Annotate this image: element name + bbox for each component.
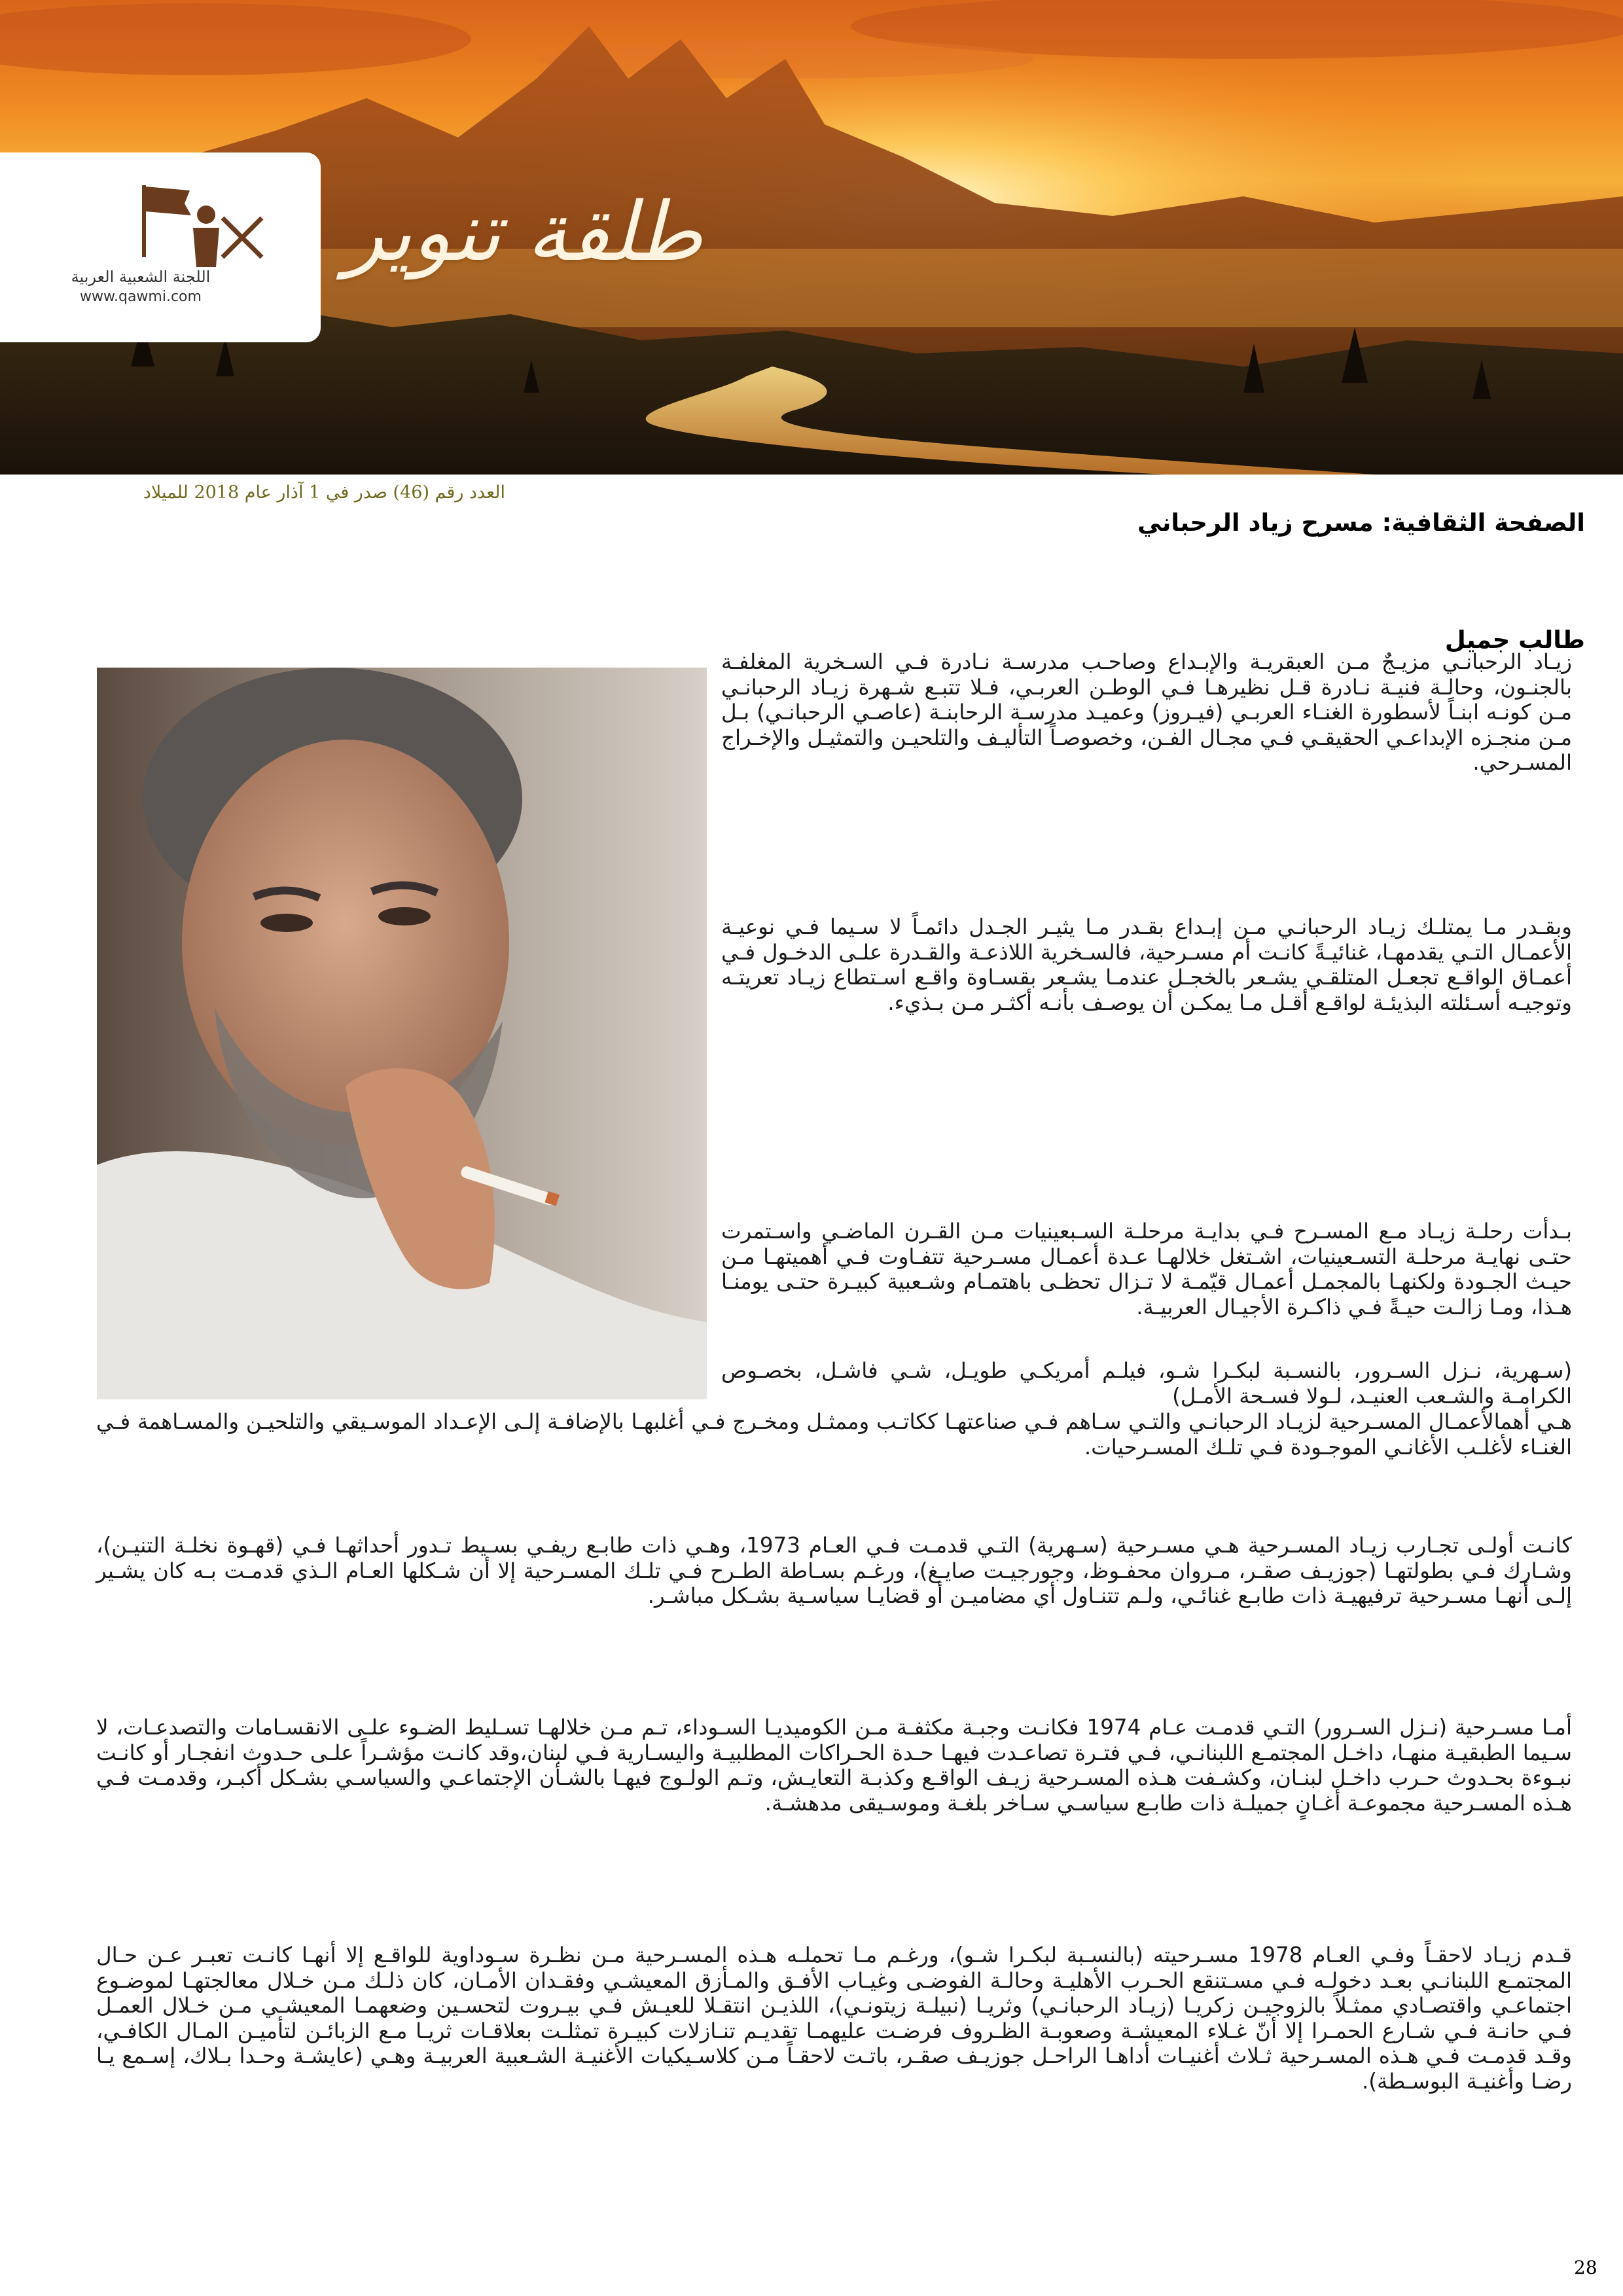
- flag-bearer-icon: [131, 179, 275, 270]
- article-paragraph: قـدم زيـاد لاحقـاً وفـي العـام 1978 مسـرحيته (بالنسـبة لبكـرا شـو)، ورغـم مـا تحملـه هـذه المسـرحية مـن نظـرة سـوداوية للواقـع إلا أنهـا كانـت تعبـر عـن حـال المجتمـع اللبنانـي بعـد دخولـه فـي مسـتنقع الحـرب الأهليـة وحالـة الفوضـى وغيـاب الأفـق والمـأزق المعيشـي وفقـدان الأمـان، كان ذلـك مـن خـلال معالجتهـا لموضـوع اجتماعـي واقتصـادي ممثـلاً بالزوجيـن زكريـا (زيـاد الرحبانـي) وثريـا (نبيلـة زيتونـي)، اللذيـن انتقـلا للعيـش فـي بيـروت لتحسـين وضعهمـا المعيشـي مـن خـلال العمـل فـي حانـة فـي شـارع الحمـرا إلا أنّ غـلاء المعيشـة وصعوبـة الظـروف فرضـت عليهمـا تقديـم تنـازلات كبيـرة تمثلـت بعلاقـات ثريـا مـع الزبائـن لتأميـن المـال الكافـي، وقـد قدمـت فـي هـذه المسـرحية ثـلاث أغنيـات أداهـا الراحـل جوزيـف صقـر، باتـت لاحقـاً مـن كلاسـيكيات الأغنيـة الشـعبية العربيـة وهـي (عايشـة وحـدا بـلاك، إسـمع يـا رضـا وأغنيـة البوسـطة).: [96, 1943, 1572, 2094]
- article-paragraph: هـي أهمالأعمـال المسـرحية لزيـاد الرحبانـي والتـي سـاهم فـي صناعتهـا ككاتـب وممثـل ومخـرج فـي أغلبهـا بالإضافـة إلـى الإعـداد الموسـيقي والتلحيـن والمسـاهمة فـي الغنـاء لأغلـب الأغانـي الموجـودة فـي تلـك المسـرحيات.: [96, 1409, 1572, 1460]
- page-number: 28: [1574, 2257, 1597, 2278]
- logo-url: www.qawmi.com: [80, 289, 202, 305]
- article-paragraph: بـدأت رحلـة زيـاد مـع المسـرح فـي بدايـة مرحلـة السـبعينيات مـن القـرن الماضـي واسـتمرت حتـى نهايـة مرحلـة التسـعينيات، اشـتغل خلالهـا عـدة أعمـال مسـرحية تتفـاوت فـي أهميتهـا مـن حيـث الجـودة ولكنهـا بالمجمـل أعمـال قيّمـة لا تـزال تحظـى باهتمـام وشـعبية كبيـرة حتـى يومنـا هـذا، ومـا زالـت حيـةً فـي ذاكـرة الأجيـال العربيـة.: [721, 1219, 1572, 1319]
- article-paragraph: وبقـدر مـا يمتلـك زيـاد الرحبانـي مـن إبـداع بقـدر مـا يثيـر الجـدل دائمـاً لا سـيما فـي نوعيـة الأعمـال التـي يقدمهـا، غنائيـةً كانـت أم مسـرحية، فالسـخرية اللاذعـة والقـدرة علـى الدخـول فـي أعمـاق الواقـع تجعـل المتلقـي يشـعر بالخجـل عندمـا يشـعر بقسـاوة واقـع اسـتطاع زيـاد تعريتـه وتوجيـه أسـئلته البذيئـة لواقـع أقـل مـا يمكـن أن يوصـف بأنـه أكثـر مـن بـذيء.: [721, 914, 1572, 1015]
- publication-title: طلقة تنوير: [344, 185, 703, 279]
- article-paragraph: كانـت أولـى تجـارب زيـاد المسـرحية هـي مسـرحية (سـهرية) التـي قدمـت فـي العـام 1973، وهـي ذات طابـع ريفـي بسـيط تـدور أحداثهـا فـي (قهـوة نخلـة التنيـن)، وشـارك فـي بطولتهـا (جوزيـف صقـر، مـروان محفـوظ، وجورجيـت صايـغ)، ورغـم بسـاطة الطـرح فـي تلـك المسـرحية إلا أن شـكلها العـام الـذي قدمـت بـه كان يشـير إلـى أنهـا مسـرحية ترفيهيـة ذات طابـع غنائـي، ولـم تتنـاول أي مضاميـن أو قضايـا سياسـية بشـكل مباشـر.: [96, 1533, 1572, 1608]
- portrait-photo: [97, 668, 707, 1399]
- article-paragraph: زيـاد الرحبانـي مزيـجٌ مـن العبقريـة والإبـداع وصاحـب مدرسـة نـادرة فـي السـخرية المغلفـة بالجنـون، وحالـة فنيـة نـادرة قـل نظيرهـا فـي الوطـن العربـي، فـلا تتبـع شـهرة زيـاد الرحبانـي مـن كونـه ابنـاً لأسطورة الغنـاء العربـي (فيـروز) وعميـد مدرسـة الرحابنـة (عاصـي الرحبانـي) بـل مـن منجـزه الإبداعـي الحقيقـي فـي مجـال الفـن، وخصوصـاً التأليـف والتلحيـن والتمثيـل والإخـراج المسـرحي.: [721, 649, 1572, 775]
- article-paragraph: أمـا مسـرحية (نـزل السـرور) التـي قدمـت عـام 1974 فكانـت وجبـة مكثفـة مـن الكوميديـا السـوداء، تـم مـن خلالهـا تسـليط الضـوء علـى الانقسـامات والتصدعـات، لا سـيما الطبقيـة منهـا، داخـل المجتمـع اللبنانـي، فـي فتـرة تصاعـدت فيهـا حـدة الحـراكات المطلبيـة واليسـارية فـي لبنان،وقد كانـت مؤشـراً علـى حـدوث انفجـار أو كانـت نبـوءة بحـدوث حـرب داخـل لبنـان، وكشـفت هـذه المسـرحية زيـف الواقـع وكذبـة التعايـش، وتـم الولـوج فيهـا بالشـأن الإجتماعـي والسياسـي بشـكل أكبـر، وقدمـت فـي هـذه المسـرحية مجموعـة أغـانٍ جميلـة ذات طابـع سياسـي سـاخر بلغـة وموسـيقى مدهشـة.: [96, 1715, 1572, 1816]
- page-title: الصفحة الثقافية: مسرح زياد الرحباني: [1137, 509, 1585, 537]
- organization-logo: [0, 152, 321, 342]
- article-paragraph: (سـهرية، نـزل السـرور، بالنسـبة لبكـرا شـو، فيلـم أمريكـي طويـل، شـي فاشـل، بخصـوص الكرامـة والشـعب العنيـد، لـولا فسـحة الأمـل): [721, 1358, 1572, 1408]
- issue-line: العدد رقم (46) صدر في 1 آذار عام 2018 للميلاد: [143, 482, 505, 503]
- author-name: طالب جميل: [1444, 626, 1585, 654]
- header-banner: [0, 0, 1623, 475]
- logo-org-name: اللجنة الشعبية العربية: [71, 268, 211, 286]
